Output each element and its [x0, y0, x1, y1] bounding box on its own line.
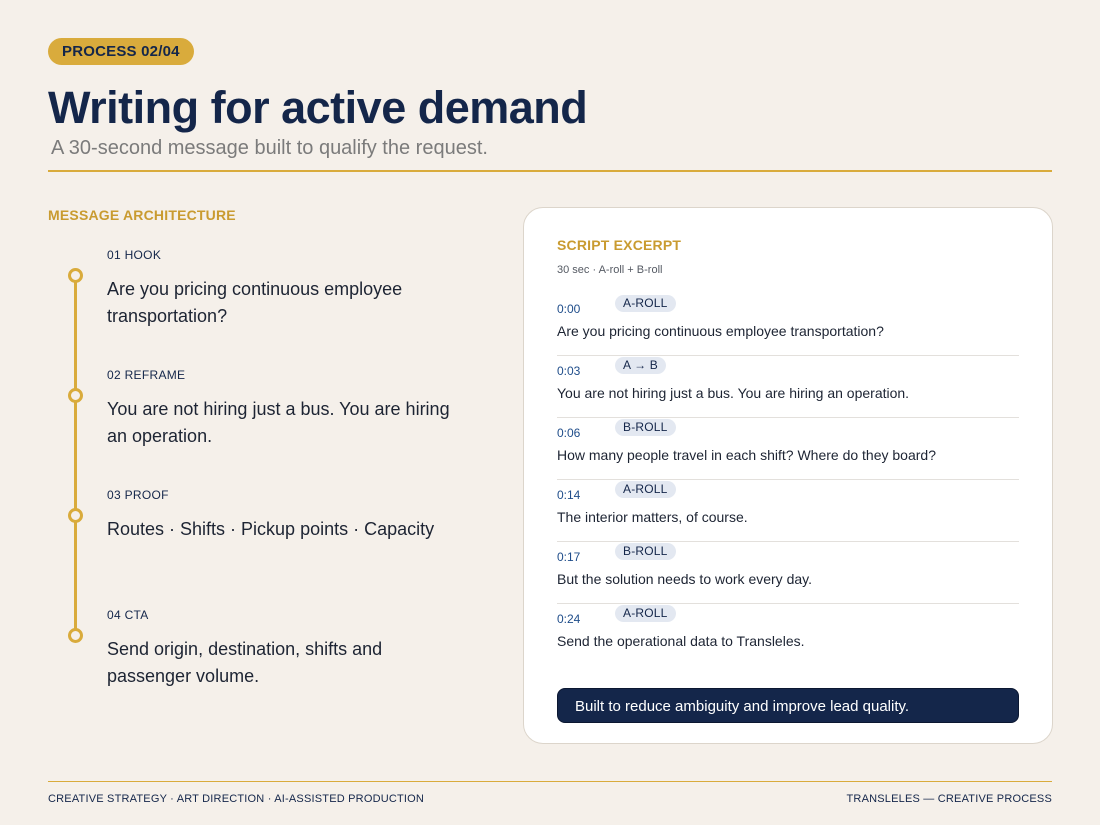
- shot-type-tag: A → B: [615, 357, 666, 374]
- step-label: 02 REFRAME: [107, 368, 186, 382]
- script-line: [557, 542, 1019, 604]
- timeline-dot-hook: [68, 268, 83, 283]
- script-line-text: You are not hiring just a bus. You are hiring an operation.: [557, 385, 910, 401]
- script-line: [557, 294, 1019, 356]
- timeline-line: [74, 275, 77, 636]
- process-badge: PROCESS 02/04: [48, 38, 194, 65]
- footer-brand: TRANSLELES — CREATIVE PROCESS: [846, 793, 1052, 805]
- page-subtitle: A 30-second message built to qualify the request.: [51, 137, 488, 159]
- step-label: 01 HOOK: [107, 248, 162, 262]
- script-line-text: Are you pricing continuous employee transportation?: [557, 323, 884, 339]
- script-timestamp: 0:06: [557, 426, 581, 440]
- architecture-step-reframe: [107, 368, 467, 450]
- timeline-dot-cta: [68, 628, 83, 643]
- quality-callout: Built to reduce ambiguity and improve lead quality.: [557, 688, 1019, 723]
- script-line: [557, 356, 1019, 418]
- script-timestamp: 0:00: [557, 302, 581, 316]
- step-text: Routes · Shifts · Pickup points · Capacity: [107, 519, 435, 539]
- step-text: Are you pricing continuous employee transportation?: [107, 279, 403, 326]
- step-text: You are not hiring just a bus. You are hiring an operation.: [107, 399, 450, 446]
- script-excerpt-card: [523, 207, 1053, 744]
- timeline-dot-reframe: [68, 388, 83, 403]
- script-line-text: But the solution needs to work every day.: [557, 571, 812, 587]
- script-card-subtitle: 30 sec · A-roll + B-roll: [557, 264, 663, 276]
- footer-disciplines: CREATIVE STRATEGY · ART DIRECTION · AI-ASSISTED PRODUCTION: [48, 793, 425, 805]
- footer-divider: [48, 781, 1052, 782]
- shot-type-tag: A-ROLL: [615, 481, 676, 498]
- script-line-text: Send the operational data to Transleles.: [557, 633, 805, 649]
- script-line-text: The interior matters, of course.: [557, 509, 748, 525]
- architecture-section-label: MESSAGE ARCHITECTURE: [48, 207, 236, 223]
- script-line: [557, 604, 1019, 666]
- step-label: 04 CTA: [107, 608, 149, 622]
- header-divider: [48, 170, 1052, 172]
- script-timestamp: 0:14: [557, 488, 581, 502]
- script-line-text: How many people travel in each shift? Where do they board?: [557, 447, 936, 463]
- step-label: 03 PROOF: [107, 488, 169, 502]
- script-line: [557, 480, 1019, 542]
- shot-type-tag: B-ROLL: [615, 419, 676, 436]
- shot-type-tag: A-ROLL: [615, 295, 676, 312]
- architecture-step-proof: [107, 488, 467, 543]
- page-title: Writing for active demand: [48, 82, 588, 133]
- script-timestamp: 0:03: [557, 364, 581, 378]
- script-card-title: SCRIPT EXCERPT: [557, 237, 682, 253]
- architecture-step-cta: [107, 608, 467, 690]
- shot-type-tag: B-ROLL: [615, 543, 676, 560]
- script-line: [557, 418, 1019, 480]
- step-text: Send origin, destination, shifts and passenger volume.: [107, 639, 383, 686]
- script-timestamp: 0:17: [557, 550, 581, 564]
- architecture-step-hook: [107, 248, 467, 330]
- timeline-dot-proof: [68, 508, 83, 523]
- shot-type-tag: A-ROLL: [615, 605, 676, 622]
- script-timestamp: 0:24: [557, 612, 581, 626]
